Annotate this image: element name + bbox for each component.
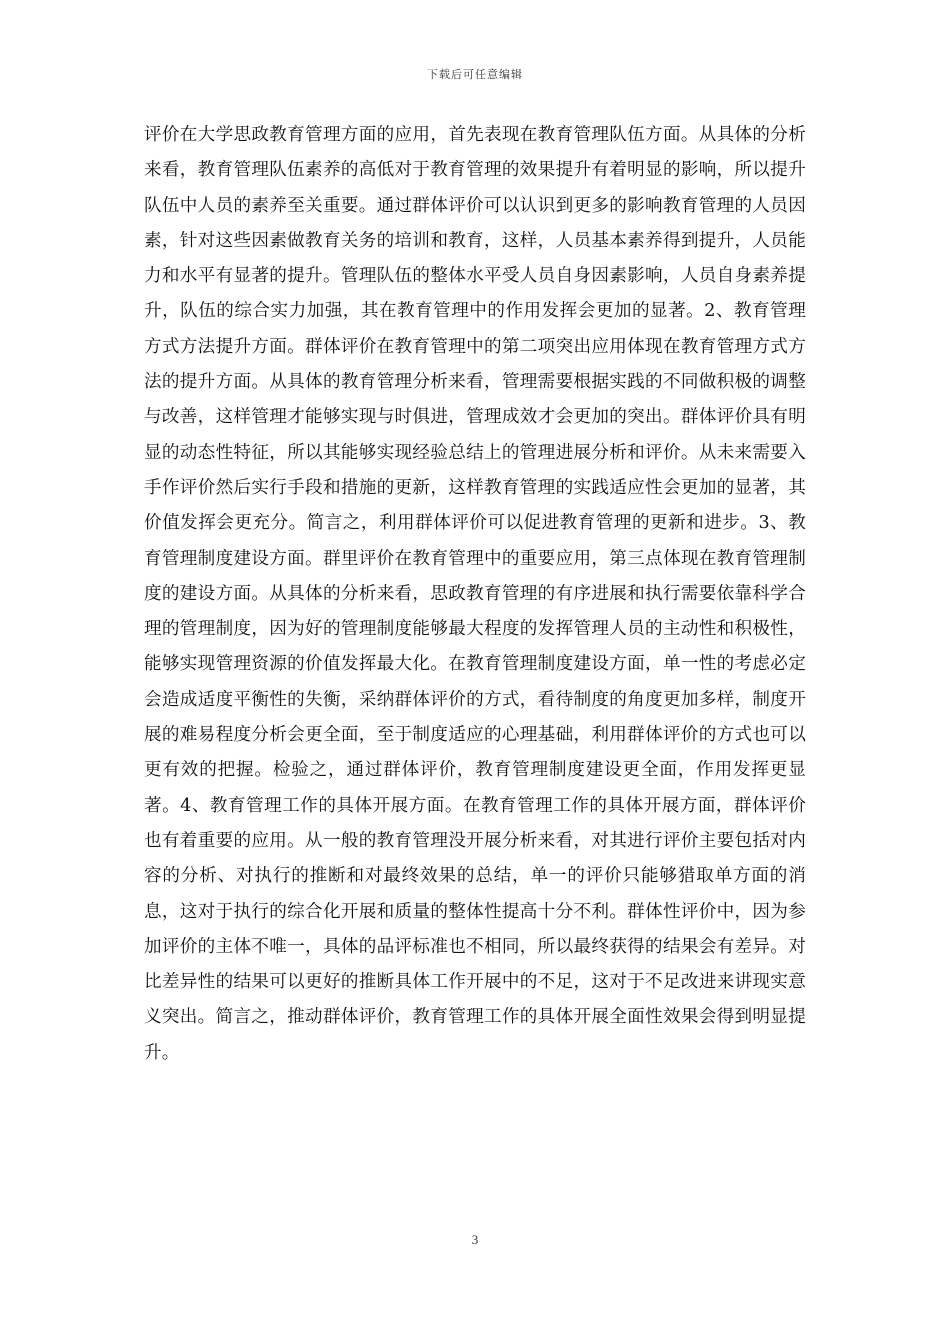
page-number: 3 [471,1232,479,1247]
page-header: 下载后可任意编辑 [427,68,523,81]
body-paragraph: 评价在大学思政教育管理方面的应用，首先表现在教育管理队伍方面。从具体的分析来看，教育管理队伍素养的高低对于教育管理的效果提升有着明显的影响，所以提升队伍中人员的素养至关重要。通过群体评价可以认识到更多的影响教育管理的人员因素，针对这些因素做教育关务的培训和教育，这样，人员基本素养得到提升，人员能力和水平有显著的提升。管理队伍的整体水平受人员自身因素影响，人员自身素养提升，队伍的综合实力加强，其在教育管理中的作用发挥会更加的显著。2、教育管理方式方法提升方面。群体评价在教育管理中的第二项突出应用体现在教育管理方式方法的提升方面。从具体的教育管理分析来看，管理需要根据实践的不同做积极的调整与改善，这样管理才能够实现与时俱进，管理成效才会更加的突出。群体评价具有明显的动态性特征，所以其能够实现经验总结上的管理进展分析和评价。从未来需要入手作评价然后实行手段和措施的更新，这样教育管理的实践适应性会更加的显著，其价值发挥会更充分。简言之，利用群体评价可以促进教育管理的更新和进步。3、教育管理制度建设方面。群里评价在教育管理中的重要应用，第三点体现在教育管理制度的建设方面。从具体的分析来看，思政教育管理的有序进展和执行需要依靠科学合理的管理制度，因为好的管理制度能够最大程度的发挥管理人员的主动性和积极性，能够实现管理资源的价值发挥最大化。在教育管理制度建设方面，单一性的考虑必定会造成适度平衡性的失衡，采纳群体评价的方式，看待制度的角度更加多样，制度开展的难易程度分析会更全面，至于制度适应的心理基础，利用群体评价的方式也可以更有效的把握。检验之，通过群体评价，教育管理制度建设更全面，作用发挥更显著。4、教育管理工作的具体开展方面。在教育管理工作的具体开展方面，群体评价也有着重要的应用。从一般的教育管理没开展分析来看，对其进行评价主要包括对内容的分析、对执行的推断和对最终效果的总结，单一的评价只能够猎取单方面的消息，这对于执行的综合化开展和质量的整体性提高十分不利。群体性评价中，因为参加评价的主体不唯一，具体的品评标准也不相同，所以最终获得的结果会有差异。对比差异性的结果可以更好的推断具体工作开展中的不足，这对于不足改进来讲现实意义突出。简言之，推动群体评价，教育管理工作的具体开展全面性效果会得到明显提升。 [144,125,806,1063]
